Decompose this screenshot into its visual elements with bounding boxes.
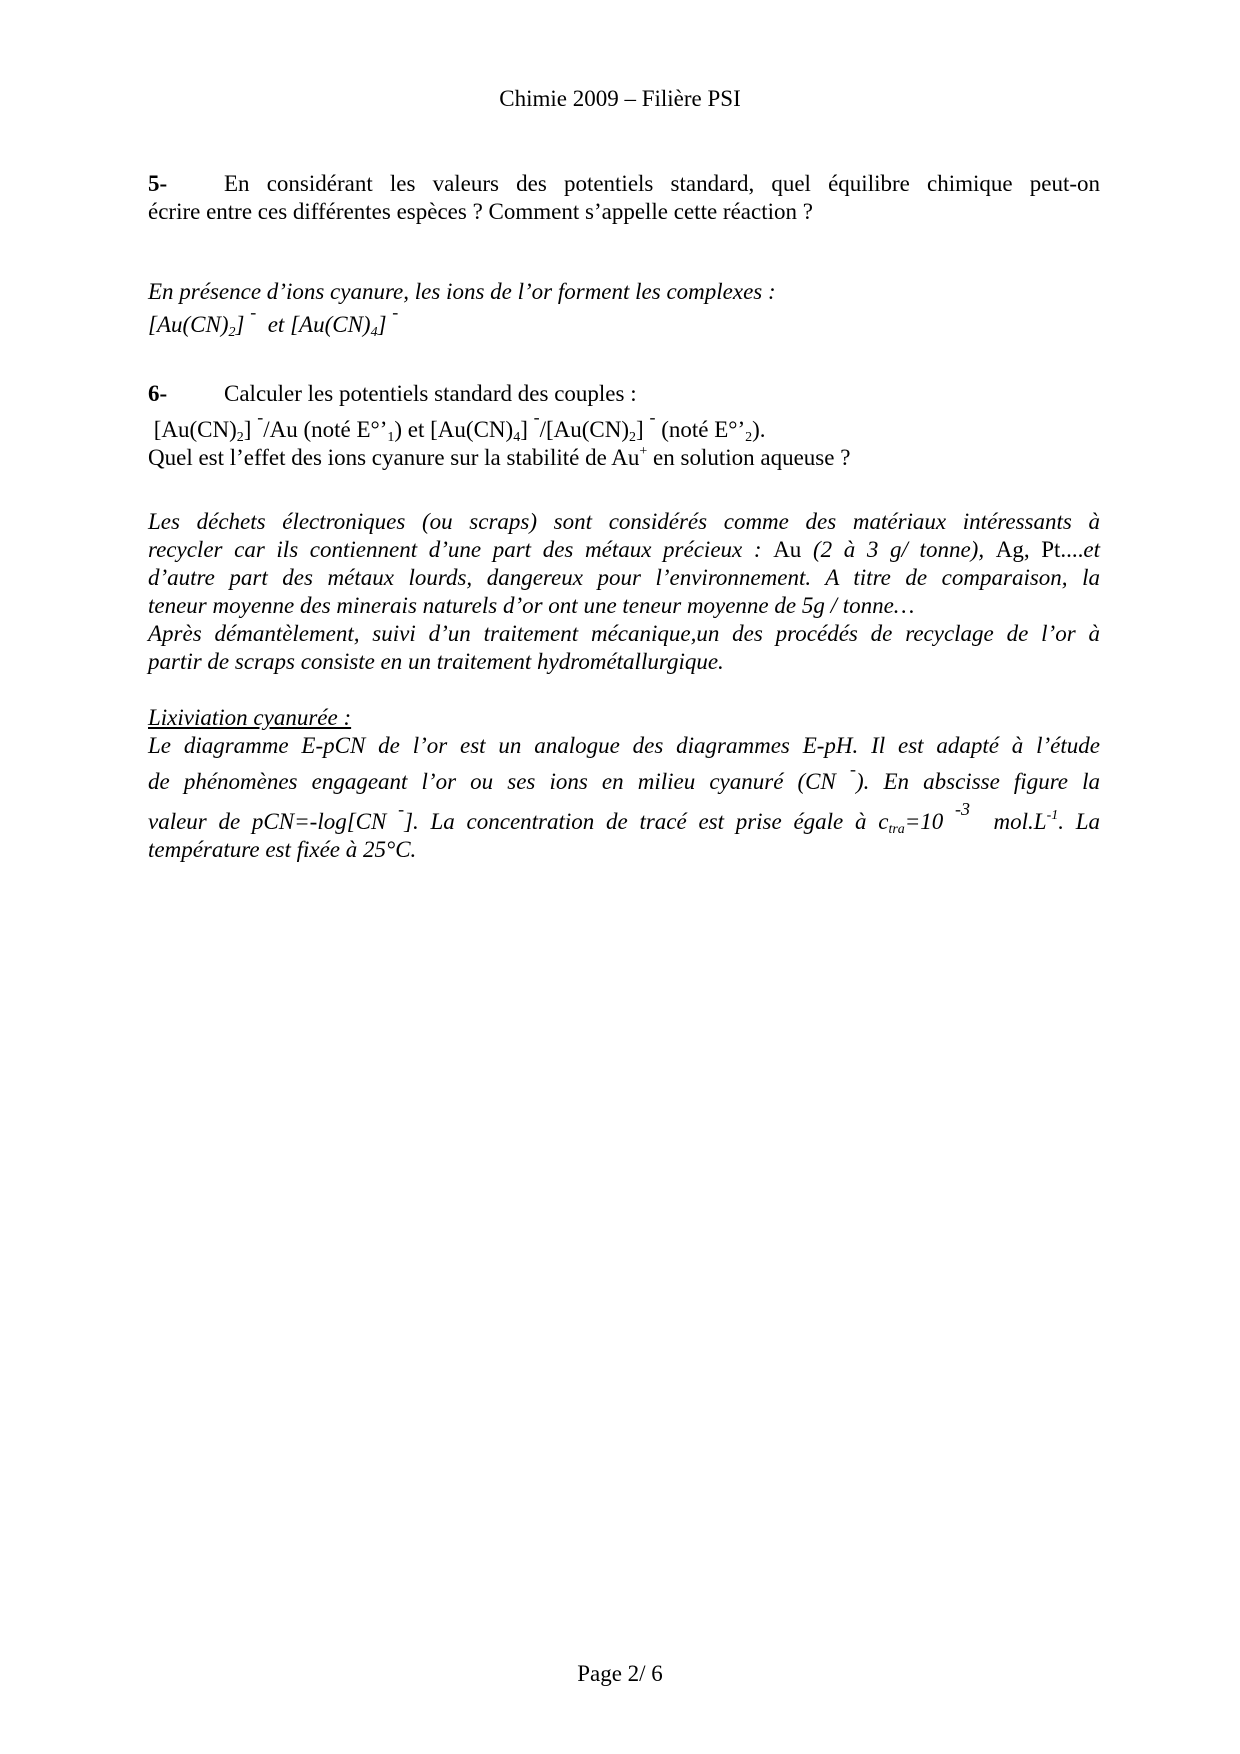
question-6: [148, 380, 1100, 472]
lixiviation-section: [148, 704, 1100, 864]
question-5-line-2: écrire entre ces différentes espèces ? Comment s’appelle cette réaction ?: [148, 199, 813, 224]
page-footer: [0, 1661, 1240, 1687]
scraps-line-2: recycler car ils contiennent d’une part des métaux précieux : Au (2 à 3 g/ tonne), Ag, Pt....et: [148, 537, 1101, 562]
question-5-number: 5-: [148, 171, 168, 196]
lixiviation-line-2: de phénomènes engageant l’or ou ses ions en milieu cyanuré (CN -). En abscisse figure la: [148, 759, 1100, 794]
lixiviation-title: Lixiviation cyanurée :: [148, 705, 352, 730]
question-6-line-3: Quel est l’effet des ions cyanure sur la stabilité de Au+ en solution aqueuse ?: [148, 444, 851, 470]
question-5-line-1: 5- En considérant les valeurs des potentiels standard, quel équilibre chimique peut-on: [148, 171, 1100, 196]
complexes-line: $[Au(CN)_2]$ - et $[Au(CN)_4]$ -: [148, 302, 399, 340]
page-number: Page 2/ 6: [577, 1661, 663, 1686]
scraps-line-1: Les déchets électroniques (ou scraps) sont considérés comme des matériaux intéressants à: [148, 509, 1100, 534]
scraps-line-5: Après démantèlement, suivi d’un traitement mécanique,un des procédés de recyclage de l’or à: [148, 621, 1100, 646]
page-header: [0, 86, 1240, 112]
lixiviation-line-3: valeur de pCN=-log[CN -]. La concentration de tracé est prise égale à $c_{tra}=10$ $^{-3}$ $mol.L^{-1}$. La: [148, 799, 1101, 837]
lixiviation-line-4: température est fixée à 25°C.: [148, 837, 417, 862]
scraps-line-3: d’autre part des métaux lourds, dangereux pour l’environnement. A titre de comparaison, la: [148, 565, 1100, 590]
header-title: Chimie 2009 – Filière PSI: [499, 86, 741, 111]
scraps-paragraph: [148, 508, 1100, 676]
question-5: [148, 170, 1100, 226]
cyanide-intro-text: En présence d’ions cyanure, les ions de l’or forment les complexes :: [148, 279, 776, 304]
question-6-couples: $[Au(CN)_2]$ -/Au (noté $E^\circ’_1$) et $[Au(CN)_4]$ $^-/[Au(CN)_2]$ - (noté $E^\circ’_2$).: [153, 407, 766, 445]
cyanide-intro: [148, 278, 1100, 339]
lixiviation-line-1: Le diagramme E-pCN de l’or est un analogue des diagrammes E-pH. Il est adapté à l’étude: [148, 733, 1100, 758]
question-6-number: 6-: [148, 381, 168, 406]
scraps-line-6: partir de scraps consiste en un traitement hydrométallurgique.: [148, 649, 724, 674]
scraps-line-4: teneur moyenne des minerais naturels d’or ont une teneur moyenne de 5g / tonne…: [148, 593, 915, 618]
question-6-line-1: 6- Calculer les potentiels standard des couples :: [148, 381, 637, 406]
